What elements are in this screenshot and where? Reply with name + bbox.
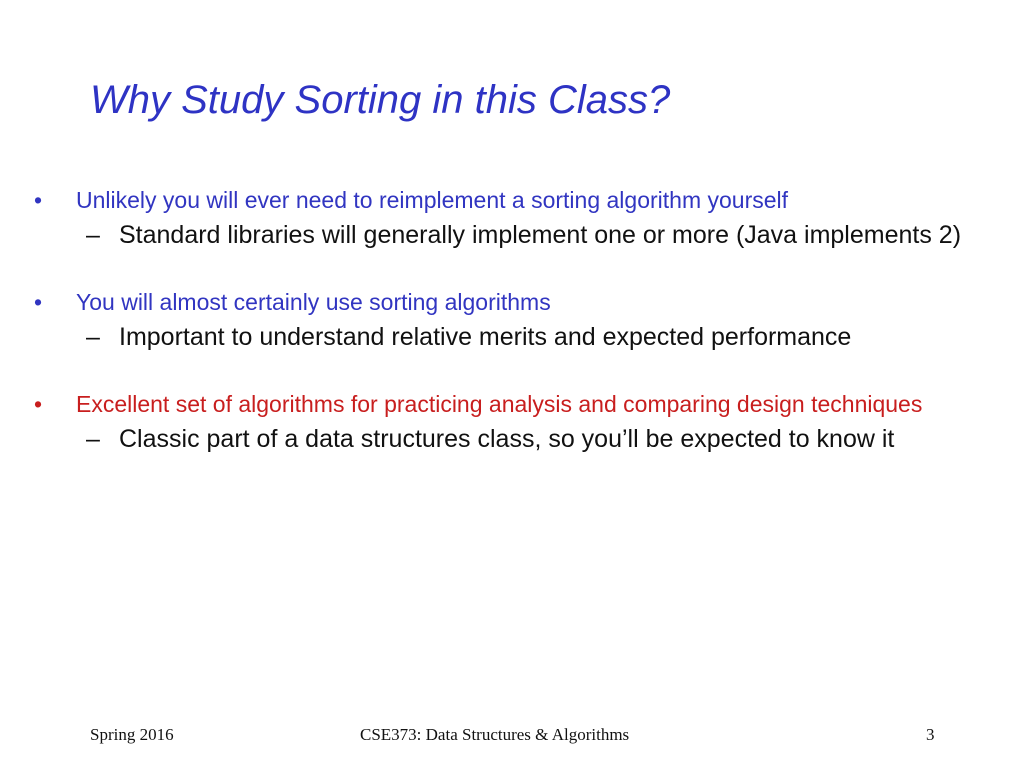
footer-page-number: 3 — [926, 725, 935, 744]
bullet-marker: • — [34, 289, 43, 315]
sub-bullet-text: Classic part of a data structures class, so you’ll be expected to know it — [119, 425, 895, 453]
bullet-text: Unlikely you will ever need to reimplement a sorting algorithm yourself — [76, 187, 789, 213]
spacer — [32, 354, 1012, 388]
footer-date: Spring 2016 — [90, 725, 174, 744]
bullet-text: Excellent set of algorithms for practicing analysis and comparing design techniques — [76, 391, 923, 417]
sub-bullet-text: Standard libraries will generally implement one or more (Java implements 2) — [119, 221, 962, 249]
bullet-text: You will almost certainly use sorting algorithms — [76, 289, 551, 315]
slide-title: Why Study Sorting in this Class? — [90, 78, 671, 122]
slide-content — [32, 184, 1012, 456]
sub-bullet-item — [32, 422, 1012, 456]
bullet-marker: • — [34, 187, 43, 213]
sub-bullet-marker: – — [86, 221, 100, 249]
sub-bullet-text: Important to understand relative merits and expected performance — [119, 323, 852, 351]
footer-course: CSE373: Data Structures & Algorithms — [360, 725, 630, 744]
sub-bullet-item — [32, 218, 1012, 252]
sub-bullet-marker: – — [86, 323, 100, 351]
bullet-item — [32, 388, 1012, 420]
spacer — [32, 252, 1012, 286]
bullet-marker: • — [34, 391, 43, 417]
bullet-item — [32, 286, 1012, 318]
sub-bullet-item — [32, 320, 1012, 354]
bullet-item — [32, 184, 1012, 216]
sub-bullet-marker: – — [86, 425, 100, 453]
